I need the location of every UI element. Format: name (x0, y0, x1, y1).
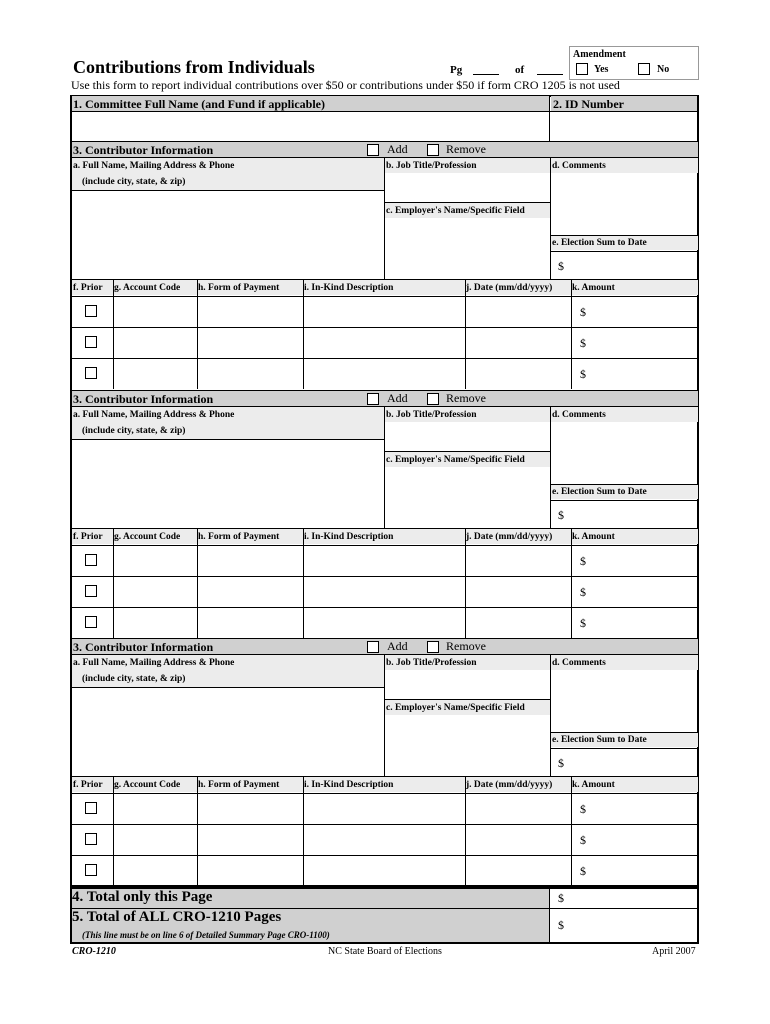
divider (72, 296, 698, 297)
add-checkbox[interactable] (367, 144, 379, 156)
job-label: b. Job Title/Profession (386, 161, 477, 171)
divider (72, 855, 698, 856)
no-label: No (657, 64, 670, 75)
contributor-2-row-2-amount-field[interactable]: $ (580, 585, 586, 599)
remove-label: Remove (446, 391, 486, 405)
of-label: of (515, 64, 525, 76)
name-label: a. Full Name, Mailing Address & Phone (73, 161, 235, 171)
contributor-3-job-field[interactable] (385, 671, 550, 699)
contributor-3-employer-field[interactable] (385, 716, 550, 775)
contributor-1-election-sum-field[interactable]: $ (558, 259, 564, 273)
add-label: Add (387, 639, 408, 653)
col-date-label: j. Date (mm/dd/yyyy) (466, 780, 553, 790)
contributor-2-row-3-amount-field[interactable]: $ (580, 616, 586, 630)
col-amount-label: k. Amount (572, 532, 615, 542)
remove-checkbox[interactable] (427, 144, 439, 156)
comments-label: d. Comments (552, 410, 606, 420)
contributor-2-row-2-prior-checkbox[interactable] (85, 585, 97, 597)
amendment-yes-checkbox[interactable] (576, 63, 588, 75)
contributor-3-row-2-amount-field[interactable]: $ (580, 833, 586, 847)
page-total-field[interactable] (537, 74, 563, 75)
contributor-2-name-field[interactable] (73, 440, 383, 527)
col-date-label: j. Date (mm/dd/yyyy) (466, 532, 553, 542)
col-prior-label: f. Prior (73, 780, 103, 790)
name-sublabel: (include city, state, & zip) (82, 177, 186, 187)
divider (72, 793, 698, 794)
remove-label: Remove (446, 142, 486, 156)
yes-label: Yes (594, 64, 609, 75)
all-total-dollar[interactable]: $ (558, 918, 564, 932)
id-number-field[interactable] (551, 112, 697, 140)
contributor-1-comments-field[interactable] (551, 174, 698, 234)
col-prior-label: f. Prior (73, 283, 103, 293)
col-inkind-label: i. In-Kind Description (304, 532, 394, 542)
form-title: Contributions from Individuals (73, 57, 315, 77)
contributor-1-employer-field[interactable] (385, 219, 550, 278)
total-note: (This line must be on line 6 of Detailed Summary Page CRO-1100) (82, 930, 330, 940)
amendment-label: Amendment (573, 49, 626, 60)
col-amount-label: k. Amount (572, 283, 615, 293)
form-id: CRO-1210 (72, 946, 116, 957)
divider (72, 545, 698, 546)
col-account-label: g. Account Code (114, 780, 181, 790)
page-total-dollar[interactable]: $ (558, 891, 564, 905)
employer-label: c. Employer's Name/Specific Field (386, 206, 525, 216)
contributor-2-row-3-prior-checkbox[interactable] (85, 616, 97, 628)
contributor-1-row-3-amount-field[interactable]: $ (580, 367, 586, 381)
contributor-3-comments-field[interactable] (551, 671, 698, 731)
contributor-2-election-sum-field[interactable]: $ (558, 508, 564, 522)
col-inkind-label: i. In-Kind Description (304, 283, 394, 293)
comments-label: d. Comments (552, 161, 606, 171)
id-number-label: 2. ID Number (553, 97, 624, 111)
instructions: Use this form to report individual contributions over $50 or contributions under $50 if form CRO 1205 is not used (71, 78, 620, 92)
contributor-3-row-1-amount-field[interactable]: $ (580, 802, 586, 816)
amendment-no-checkbox[interactable] (638, 63, 650, 75)
contributor-1-name-field[interactable] (73, 191, 383, 278)
col-amount-label: k. Amount (572, 780, 615, 790)
divider (72, 576, 698, 577)
name-sublabel: (include city, state, & zip) (82, 674, 186, 684)
board-name: NC State Board of Elections (328, 946, 442, 957)
contributor-3-name-field[interactable] (73, 688, 383, 775)
divider (551, 748, 698, 749)
page-number-field[interactable] (473, 74, 499, 75)
contributor-3-row-3-prior-checkbox[interactable] (85, 864, 97, 876)
contributor-1-row-1-prior-checkbox[interactable] (85, 305, 97, 317)
col-payment-label: h. Form of Payment (198, 532, 280, 542)
employer-label: c. Employer's Name/Specific Field (386, 455, 525, 465)
col-payment-label: h. Form of Payment (198, 780, 280, 790)
divider (72, 607, 698, 608)
divider (72, 824, 698, 825)
comments-label: d. Comments (552, 658, 606, 668)
divider (551, 500, 698, 501)
committee-name-field[interactable] (73, 112, 548, 140)
remove-checkbox[interactable] (427, 641, 439, 653)
contributor-1-row-2-amount-field[interactable]: $ (580, 336, 586, 350)
contributor-title: 3. Contributor Information (73, 143, 214, 157)
contributor-title: 3. Contributor Information (73, 640, 214, 654)
job-label: b. Job Title/Profession (386, 658, 477, 668)
election-label: e. Election Sum to Date (552, 487, 647, 497)
add-label: Add (387, 142, 408, 156)
add-label: Add (387, 391, 408, 405)
page-label: Pg (450, 64, 463, 76)
contributor-3-row-2-prior-checkbox[interactable] (85, 833, 97, 845)
col-date-label: j. Date (mm/dd/yyyy) (466, 283, 553, 293)
contributor-2-employer-field[interactable] (385, 468, 550, 527)
contributor-title: 3. Contributor Information (73, 392, 214, 406)
contributor-1-row-1-amount-field[interactable]: $ (580, 305, 586, 319)
col-account-label: g. Account Code (114, 283, 181, 293)
divider (72, 358, 698, 359)
col-payment-label: h. Form of Payment (198, 283, 280, 293)
add-checkbox[interactable] (367, 393, 379, 405)
contributor-2-comments-field[interactable] (551, 423, 698, 483)
election-label: e. Election Sum to Date (552, 735, 647, 745)
divider (551, 251, 698, 252)
contributor-3-row-1-prior-checkbox[interactable] (85, 802, 97, 814)
divider (72, 327, 698, 328)
contributor-2-row-1-amount-field[interactable]: $ (580, 554, 586, 568)
col-prior-label: f. Prior (73, 532, 103, 542)
revision-date: April 2007 (652, 946, 696, 957)
divider (549, 96, 550, 141)
contributor-1-row-2-prior-checkbox[interactable] (85, 336, 97, 348)
contributor-2-row-1-prior-checkbox[interactable] (85, 554, 97, 566)
name-label: a. Full Name, Mailing Address & Phone (73, 658, 235, 668)
election-label: e. Election Sum to Date (552, 238, 647, 248)
col-account-label: g. Account Code (114, 532, 181, 542)
all-total-label: 5. Total of ALL CRO-1210 Pages (72, 909, 282, 925)
committee-label: 1. Committee Full Name (and Fund if applicable) (73, 97, 325, 111)
col-inkind-label: i. In-Kind Description (304, 780, 394, 790)
name-sublabel: (include city, state, & zip) (82, 426, 186, 436)
employer-label: c. Employer's Name/Specific Field (386, 703, 525, 713)
remove-checkbox[interactable] (427, 393, 439, 405)
remove-label: Remove (446, 639, 486, 653)
contributor-3-row-3-amount-field[interactable]: $ (580, 864, 586, 878)
job-label: b. Job Title/Profession (386, 410, 477, 420)
contributor-1-row-3-prior-checkbox[interactable] (85, 367, 97, 379)
contributor-3-election-sum-field[interactable]: $ (558, 756, 564, 770)
add-checkbox[interactable] (367, 641, 379, 653)
name-label: a. Full Name, Mailing Address & Phone (73, 410, 235, 420)
page-total-label: 4. Total only this Page (72, 889, 213, 905)
contributor-1-job-field[interactable] (385, 174, 550, 202)
contributor-2-job-field[interactable] (385, 423, 550, 451)
